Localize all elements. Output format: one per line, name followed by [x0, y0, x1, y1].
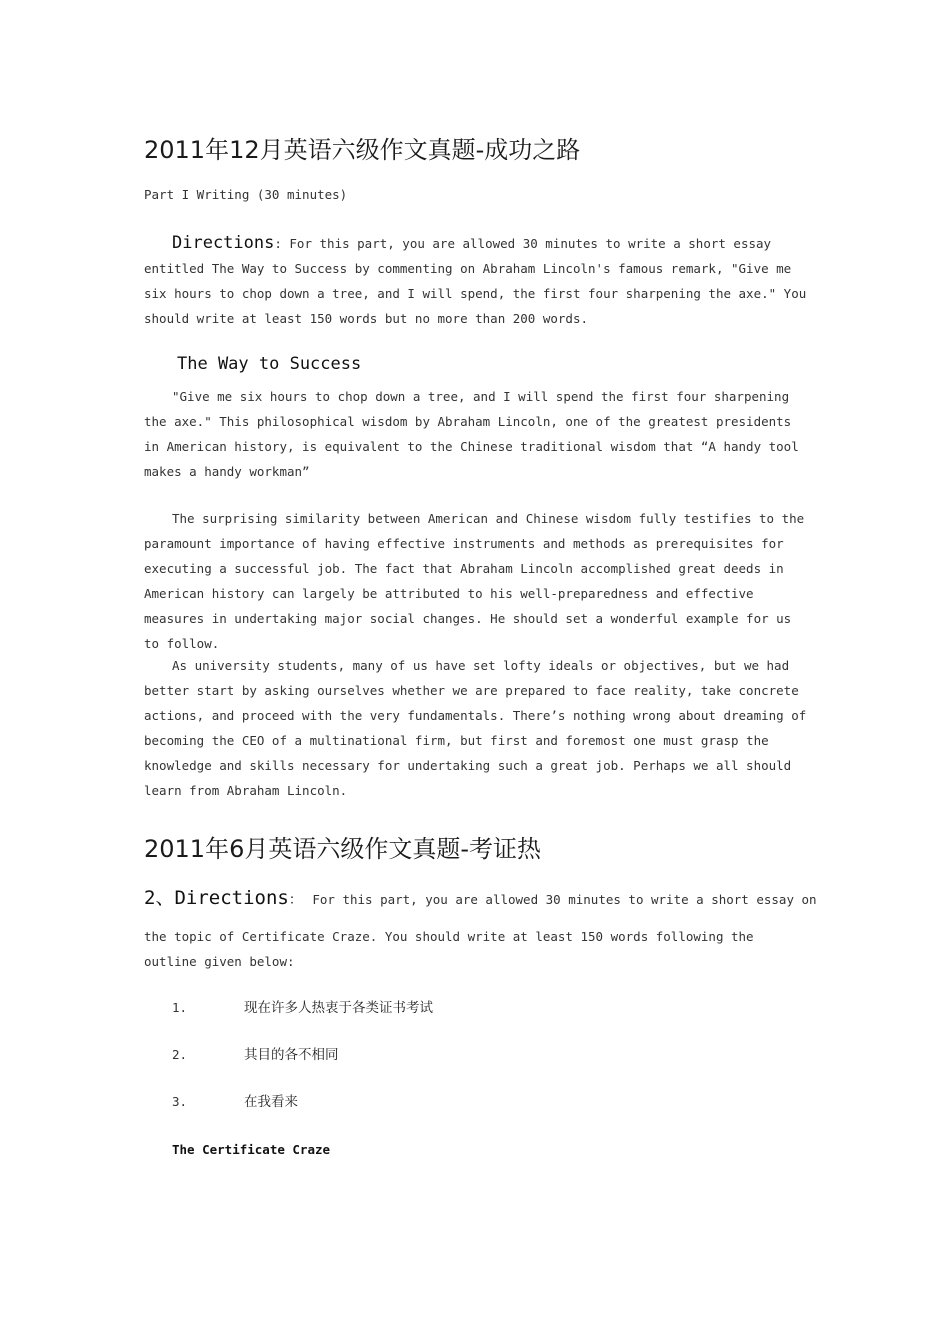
section2-directions-line1 [144, 888, 817, 910]
part-label: Part I Writing (30 minutes) [144, 187, 348, 202]
directions-label: Directions [172, 233, 275, 253]
outline-number: 3. [172, 1094, 188, 1109]
essay1-paragraph-2: The surprising similarity between American and Chinese wisdom fully testifies to the paramount importance of having effective instruments and methods as prerequisites for executing a successful job. The fact that Abraham Lincoln accomplished great deeds in American history can largely be attributed to his well-preparedness and effective measures in undertaking major social changes. He should set a wonderful example for us to follow. [144, 511, 805, 651]
essay1-paragraph-3: As university students, many of us have set lofty ideals or objectives, but we had better start by asking ourselves whether we are prepared to face reality, take concrete actions, and proceed with the very fundamentals. There’s nothing wrong about dreaming of becoming the CEO of a multinational firm, but first and foremost one must grasp the knowledge and skills necessary for undertaking such a great job. Perhaps we all should learn from Abraham Lincoln. [144, 658, 807, 798]
outline-number: 1. [172, 1000, 188, 1015]
essay-title-certificate-craze: The Certificate Craze [172, 1142, 331, 1157]
outline-text: 其目的各不相同 [244, 1047, 339, 1063]
essay1-paragraph-1: "Give me six hours to chop down a tree, and I will spend the first four sharpening the axe." This philosophical wisdom by Abraham Lincoln, one of the greatest presidents in American history, is equivalent to the Chinese traditional wisdom that “A handy tool makes a handy workman” [144, 389, 799, 479]
directions-colon: ： [288, 892, 303, 908]
section1-title: 2011年12月英语六级作文真题-成功之路 [144, 136, 581, 164]
section1-directions [144, 231, 810, 331]
section2-title: 2011年6月英语六级作文真题-考证热 [144, 835, 542, 863]
outline-text: 在我看来 [244, 1094, 298, 1110]
outline-text: 现在许多人热衷于各类证书考试 [244, 1000, 433, 1016]
essay-title-way-to-success: The Way to Success [177, 354, 362, 374]
outline-item [172, 1092, 298, 1112]
directions-text-line1: For this part, you are allowed 30 minutes to write a short essay on [312, 892, 817, 907]
directions-label-2: 2、Directions [144, 887, 289, 909]
outline-item [172, 1045, 339, 1065]
directions-text: : For this part, you are allowed 30 minutes to write a short essay entitled The Way to Success by commenting on Abraham Lincoln's famous remark, "Give me six hours to chop down a tree, and I will spend, the first four sharpening the axe." You should write at least 150 words but no more than 200 words. [144, 236, 807, 326]
outline-number: 2. [172, 1047, 188, 1062]
section2-directions-rest: the topic of Certificate Craze. You should write at least 150 words following the outline given below: [144, 929, 754, 969]
outline-item [172, 998, 433, 1018]
